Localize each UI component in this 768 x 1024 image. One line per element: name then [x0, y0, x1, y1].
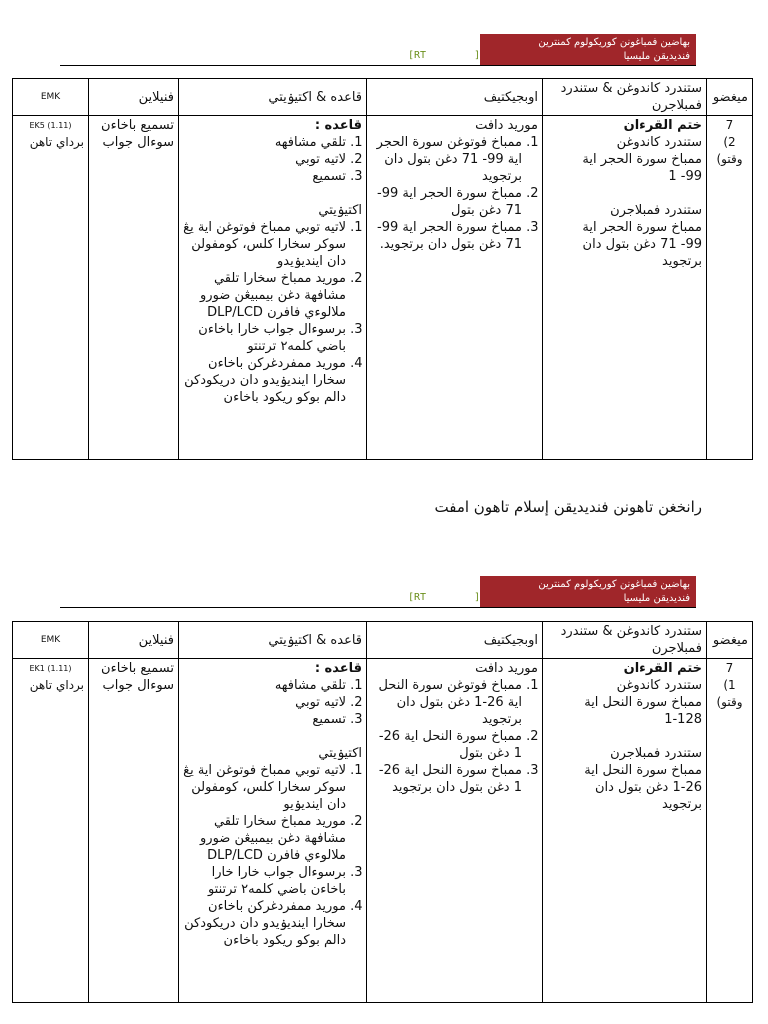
emk-cell	[13, 116, 89, 460]
objektif-cell	[367, 116, 543, 460]
nilai-cell: تسميع باخاءن سوءال جواب	[89, 116, 179, 460]
col-nilai: فنيلاين	[89, 622, 179, 659]
standard-title: ختم القرءان	[623, 661, 702, 676]
list-item: 1. ممباخ فوتوغن سورة الحجر اية 99- 71 دغن بتول دان برتجويد	[371, 134, 522, 185]
col-emk: EMK	[13, 79, 89, 116]
list-item: 4. موريد ممفردغركن باخاءن سخارا ايندیۏيدو دان دريكودكن دالم بوكو ريكود باخاءن	[183, 898, 346, 949]
list-item: 3. برسوءال جواب خارا باخاءن باضي كلمه٢ ترتنتو	[183, 321, 346, 355]
ministry-header-box	[480, 34, 696, 66]
table-row	[13, 659, 753, 1003]
header-line-1: بهاضين فمباغونن كوريكولوم كمنترين	[538, 37, 690, 48]
aktiviti-title: اكتيۏيتي	[318, 746, 362, 761]
ministry-header-box	[480, 576, 696, 608]
standard-title: ختم القرءان	[623, 118, 702, 133]
header-rule	[60, 607, 696, 608]
list-item: 4. موريد ممفردغركن باخاءن سخارا ايندیۏيدو دان دريكودكن دالم بوكو ريكود باخاءن	[183, 355, 346, 406]
list-item: 3. برسوءال جواب خارا خارا باخاءن باضي كلمه٢ ترتنتو	[183, 864, 346, 898]
objektif-intro: موريد دافت	[475, 661, 538, 676]
sp-label: ستندرد فمبلاجرن	[610, 746, 702, 761]
list-item: 1. ممباخ فوتوغن سورة النحل اية 26-1 دغن بتول دان برتجويد	[371, 677, 522, 728]
list-item: 2. ممباخ سورة النحل اية 26- 1 دغن بتول	[371, 728, 522, 762]
kaedah-title: قاعده :	[314, 118, 362, 133]
kaedah-title: قاعده :	[314, 661, 362, 676]
col-nilai: فنيلاين	[89, 79, 179, 116]
rt-label: [RT ]	[408, 50, 481, 61]
sk-label: ستندرد كاندوغن	[616, 135, 702, 150]
lesson-table-1	[12, 78, 753, 460]
header-rule	[60, 65, 696, 66]
emk-code: EK1 (1.11)	[29, 664, 72, 673]
list-item: 3. ممباخ سورة الحجر اية 99- 71 دغن بتول دان برتجويد.	[371, 219, 522, 253]
table-header-row	[13, 622, 753, 659]
col-minggu: ميغضو	[707, 79, 753, 116]
nilai-cell: تسميع باخاءن سوءال جواب	[89, 659, 179, 1003]
page-title: رانخغن تاهونن فنديديقن إسلام تاهون امفت	[434, 498, 702, 516]
list-item: 2. موريد ممباخ سخارا تلقي مشافهة دغن بيمبيڠن ضورو ملالوءي فافرن DLP/LCD	[183, 270, 346, 321]
list-item: 1. لاتيه توبي ممباخ فوتوغن اية يڠ سوكر سخارا كلس، كومفولن دان ايندیۏيدو	[183, 219, 346, 270]
kaedah-cell	[179, 659, 367, 1003]
col-kaedah: قاعده & اكتيۏيتي	[179, 79, 367, 116]
standard-cell: ختم القرءان ستندرد كاندوغن ممباخ سورة الحجر اية 99- 1 ستندرد فمبلاجرن ممباخ سورة الحجر اية 99- 71 دغن بتول دان برتجويد	[543, 116, 707, 460]
emk-text: برداي تاهن	[29, 135, 84, 149]
list-item: 3. ممباخ سورة النحل اية 26-1 دغن بتول دان برتجويد	[371, 762, 522, 796]
header-line-1: بهاضين فمباغونن كوريكولوم كمنترين	[538, 579, 690, 590]
header-line-2: فنديديقن مليسيا	[623, 51, 690, 62]
aktiviti-title: اكتيۏيتي	[318, 203, 362, 218]
list-item: 1. لاتيه توبي ممباخ فوتوغن اية يڠ سوكر سخارا كلس، كومفولن دان ايندیۏيو	[183, 762, 346, 813]
minggu-cell: 7 1) وقتو)	[707, 659, 753, 1003]
table-header-row	[13, 79, 753, 116]
list-item: 1. تلقي مشافهه	[183, 134, 346, 151]
table-row	[13, 116, 753, 460]
list-item: 2. لاتيه توبي	[183, 151, 346, 168]
col-kaedah: قاعده & اكتيۏيتي	[179, 622, 367, 659]
list-item: 3. تسميع	[183, 168, 346, 185]
kaedah-cell	[179, 116, 367, 460]
col-standard: ستندرد كاندوغن & ستندرد فمبلاجرن	[543, 622, 707, 659]
list-item: 2. ممباخ سورة الحجر اية 99- 71 دغن بتول	[371, 185, 522, 219]
col-objektif: اوبجيكتيف	[367, 622, 543, 659]
minggu-cell: 7 2) وقتو)	[707, 116, 753, 460]
objektif-intro: موريد دافت	[475, 118, 538, 133]
list-item: 3. تسميع	[183, 711, 346, 728]
list-item: 2. لاتيه توبي	[183, 694, 346, 711]
lesson-table-2	[12, 621, 753, 1003]
emk-code: EK5 (1.11)	[29, 121, 72, 130]
emk-cell	[13, 659, 89, 1003]
list-item: 1. تلقي مشافهه	[183, 677, 346, 694]
col-minggu: ميغضو	[707, 622, 753, 659]
col-emk: EMK	[13, 622, 89, 659]
emk-text: برداي تاهن	[29, 678, 84, 692]
standard-cell: ختم القرءان ستندرد كاندوغن ممباخ سورة النحل اية 1-128 ستندرد فمبلاجرن ممباخ سورة النحل اية 1-26 دغن بتول دان برتجويد	[543, 659, 707, 1003]
list-item: 2. موريد ممباخ سخارا تلقي مشافهة دغن بيمبيڠن ضورو ملالوءي فافرن DLP/LCD	[183, 813, 346, 864]
rt-label: [RT ]	[408, 592, 481, 603]
col-objektif: اوبجيكتيف	[367, 79, 543, 116]
col-standard: ستندرد كاندوغن & ستندرد فمبلاجرن	[543, 79, 707, 116]
sk-label: ستندرد كاندوغن	[616, 678, 702, 693]
header-line-2: فنديديقن مليسيا	[623, 593, 690, 604]
sp-label: ستندرد فمبلاجرن	[610, 203, 702, 218]
objektif-cell	[367, 659, 543, 1003]
